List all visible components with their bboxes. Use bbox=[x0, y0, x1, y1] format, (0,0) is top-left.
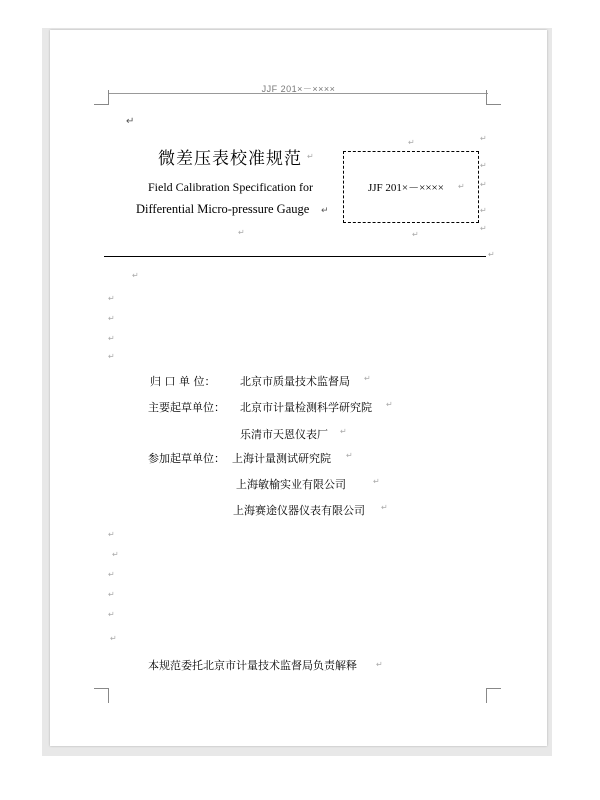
participating-unit-label: 参加起草单位： bbox=[148, 452, 225, 465]
header-divider bbox=[108, 93, 488, 94]
participating-unit-value: 上海赛途仪器仪表有限公司 bbox=[233, 504, 365, 517]
paragraph-mark: ↵ bbox=[108, 590, 115, 599]
paragraph-mark: ↵ bbox=[108, 352, 115, 361]
paragraph-mark: ↵ bbox=[364, 374, 371, 383]
paragraph-mark: ↵ bbox=[346, 451, 353, 460]
paragraph-mark: ↵ bbox=[307, 152, 314, 161]
paragraph-mark: ↵ bbox=[108, 294, 115, 303]
paragraph-mark: ↵ bbox=[373, 477, 380, 486]
main-drafting-unit-label: 主要起草单位： bbox=[148, 401, 225, 414]
paragraph-mark: ↵ bbox=[386, 400, 393, 409]
paragraph-mark: ↵ bbox=[108, 530, 115, 539]
document-page bbox=[50, 30, 547, 746]
paragraph-mark: ↵ bbox=[480, 180, 487, 189]
paragraph-mark: ↵ bbox=[488, 250, 495, 259]
title-chinese: 微差压表校准规范 bbox=[158, 149, 302, 169]
paragraph-mark: ↵ bbox=[412, 230, 419, 239]
paragraph-mark: ↵ bbox=[132, 271, 139, 280]
paragraph-mark: ↵ bbox=[112, 550, 119, 559]
crop-mark-top-right bbox=[486, 90, 501, 105]
paragraph-mark: ↵ bbox=[480, 224, 487, 233]
responsible-unit-value: 北京市质量技术监督局 bbox=[240, 375, 350, 388]
paragraph-mark: ↵ bbox=[480, 161, 487, 170]
paragraph-mark: ↵ bbox=[458, 182, 465, 191]
paragraph-mark: ↵ bbox=[110, 634, 117, 643]
interpretation-note: 本规范委托北京市计量技术监督局负责解释 bbox=[148, 659, 357, 672]
paragraph-mark: ↵ bbox=[408, 138, 415, 147]
paragraph-mark: ↵ bbox=[381, 503, 388, 512]
paragraph-mark: ↵ bbox=[108, 314, 115, 323]
title-divider bbox=[104, 256, 486, 257]
paragraph-mark: ↵ bbox=[108, 334, 115, 343]
paragraph-mark: ↵ bbox=[480, 206, 487, 215]
crop-mark-bottom-right bbox=[486, 688, 501, 703]
main-drafting-unit-value: 乐清市天恩仪表厂 bbox=[240, 428, 328, 441]
participating-unit-value: 上海敏榆实业有限公司 bbox=[236, 478, 346, 491]
paragraph-mark: ↵ bbox=[126, 116, 135, 127]
participating-unit-value: 上海计量测试研究院 bbox=[232, 452, 331, 465]
paragraph-mark: ↵ bbox=[108, 570, 115, 579]
paragraph-mark: ↵ bbox=[108, 610, 115, 619]
standard-code: JJF 201×－×××× bbox=[368, 182, 444, 194]
paragraph-mark: ↵ bbox=[340, 427, 347, 436]
paragraph-mark: ↵ bbox=[376, 660, 383, 669]
paragraph-mark: ↵ bbox=[238, 228, 245, 237]
paragraph-mark: ↵ bbox=[480, 134, 487, 143]
title-english-line2: Differential Micro-pressure Gauge bbox=[136, 202, 310, 216]
crop-mark-bottom-left bbox=[94, 688, 109, 703]
crop-mark-top-left bbox=[94, 90, 109, 105]
responsible-unit-label: 归 口 单 位： bbox=[150, 375, 216, 388]
main-drafting-unit-value: 北京市计量检测科学研究院 bbox=[240, 401, 372, 414]
paragraph-mark: ↵ bbox=[321, 205, 329, 215]
page-header-code: JJF 201×－×××× bbox=[261, 84, 336, 94]
title-english-line1: Field Calibration Specification for bbox=[148, 180, 313, 194]
